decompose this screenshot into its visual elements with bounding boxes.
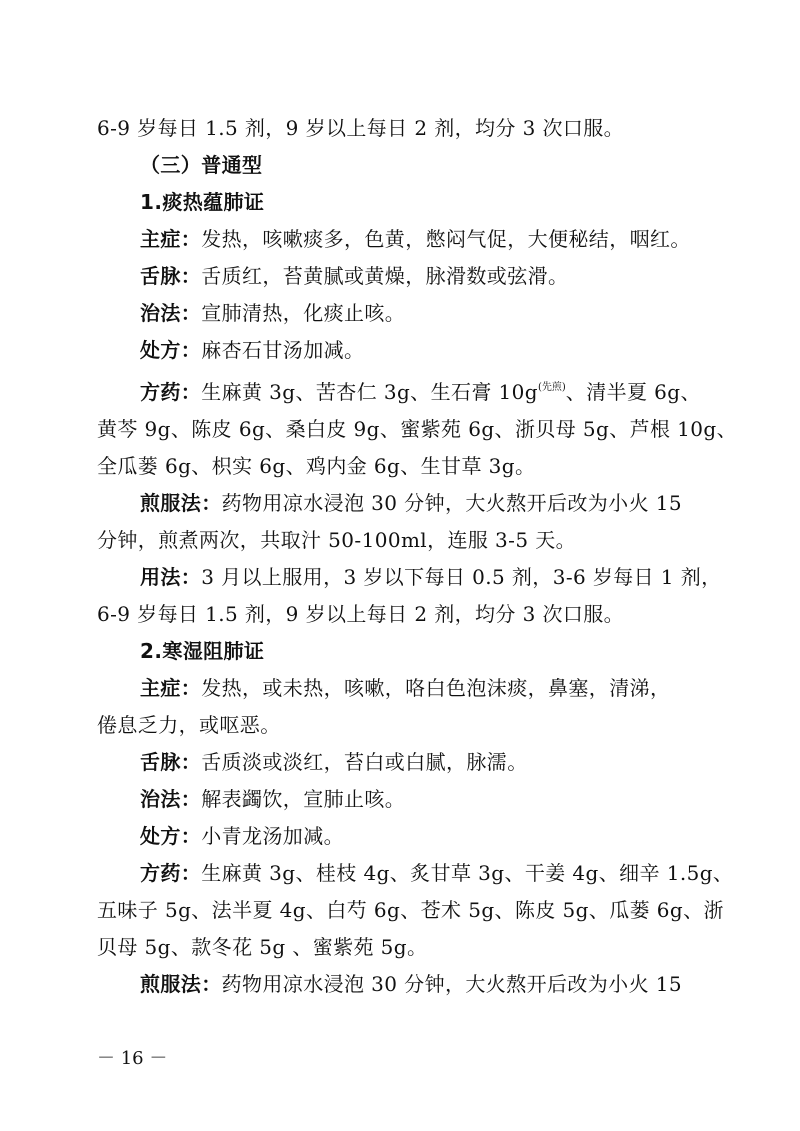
field-label: 主症： [140,227,202,251]
paragraph-line [97,855,734,892]
text-line: 黄芩 9g、陈皮 6g、桑白皮 9g、蜜紫苑 6g、浙贝母 5g、芦根 10g、 [97,417,738,441]
field-text: 舌质红，苔黄腻或黄燥，脉滑数或弦滑。 [201,264,569,288]
text-line: 倦息乏力，或呕恶。 [97,713,281,737]
section-heading: （三）普通型 [140,153,263,177]
text-line: 五味子 5g、法半夏 4g、白芍 6g、苍术 5g、陈皮 5g、瓜蒌 6g、浙 [97,898,724,922]
field-text: 麻杏石甘汤加减。 [201,338,365,362]
field-text: 生麻黄 3g、桂枝 4g、炙甘草 3g、干姜 4g、细辛 1.5g、 [201,861,734,885]
field-text: 发热，咳嗽痰多，色黄，憋闷气促，大便秘结，咽红。 [201,227,691,251]
field-text: 宣肺清热，化痰止咳。 [201,301,406,325]
field-label: 煎服法： [140,972,222,996]
annotation-superscript: (先煎) [537,382,566,393]
text-line: 分钟，煎煮两次，共取汁 50-100ml，连服 3-5 天。 [97,528,577,552]
field-text: 、清半夏 6g、 [565,380,701,404]
field-label: 方药： [140,380,202,404]
field-text: 发热，或未热，咳嗽，咯白色泡沫痰，鼻塞，清涕， [201,676,671,700]
paragraph-line [97,332,717,369]
text-line: 全瓜蒌 6g、枳实 6g、鸡内金 6g、生甘草 3g。 [97,454,536,478]
paragraph-line [97,966,717,1003]
field-label: 主症： [140,676,202,700]
paragraph-line [97,295,717,332]
field-text: 生麻黄 3g、苦杏仁 3g、生石膏 10g [201,380,538,404]
text-line: 6-9 岁每日 1.5 剂，9 岁以上每日 2 剂，均分 3 次口服。 [97,602,625,626]
field-text: 3 月以上服用，3 岁以下每日 0.5 剂，3-6 岁每日 1 剂， [201,565,722,589]
paragraph-line [97,369,717,411]
text-line: 6-9 岁每日 1.5 剂，9 岁以上每日 2 剂，均分 3 次口服。 [97,116,625,140]
field-label: 煎服法： [140,491,222,515]
field-text: 药物用凉水浸泡 30 分钟，大火熬开后改为小火 15 [221,972,682,996]
text-line: 贝母 5g、款冬花 5g 、蜜紫苑 5g。 [97,935,428,959]
subsection-heading: 2.寒湿阻肺证 [140,639,265,663]
paragraph-line [97,485,717,522]
field-label: 治法： [140,787,202,811]
paragraph-line [97,258,717,295]
body-text [97,110,738,1003]
paragraph-line [97,221,717,258]
field-label: 舌脉： [140,750,202,774]
paragraph-line [97,670,717,707]
field-label: 舌脉： [140,264,202,288]
subsection-heading: 1.痰热蕴肺证 [140,190,265,214]
field-label: 处方： [140,824,202,848]
field-label: 处方： [140,338,202,362]
paragraph-line [97,781,717,818]
field-label: 治法： [140,301,202,325]
field-text: 解表蠲饮，宣肺止咳。 [201,787,406,811]
paragraph-line [97,744,717,781]
field-text: 舌质淡或淡红，苔白或白腻，脉濡。 [201,750,528,774]
field-text: 药物用凉水浸泡 30 分钟，大火熬开后改为小火 15 [221,491,682,515]
page-number: － 16 － [97,1048,168,1069]
paragraph-line [97,559,722,596]
field-label: 用法： [140,565,202,589]
field-text: 小青龙汤加减。 [201,824,345,848]
field-label: 方药： [140,861,202,885]
paragraph-line [97,818,717,855]
